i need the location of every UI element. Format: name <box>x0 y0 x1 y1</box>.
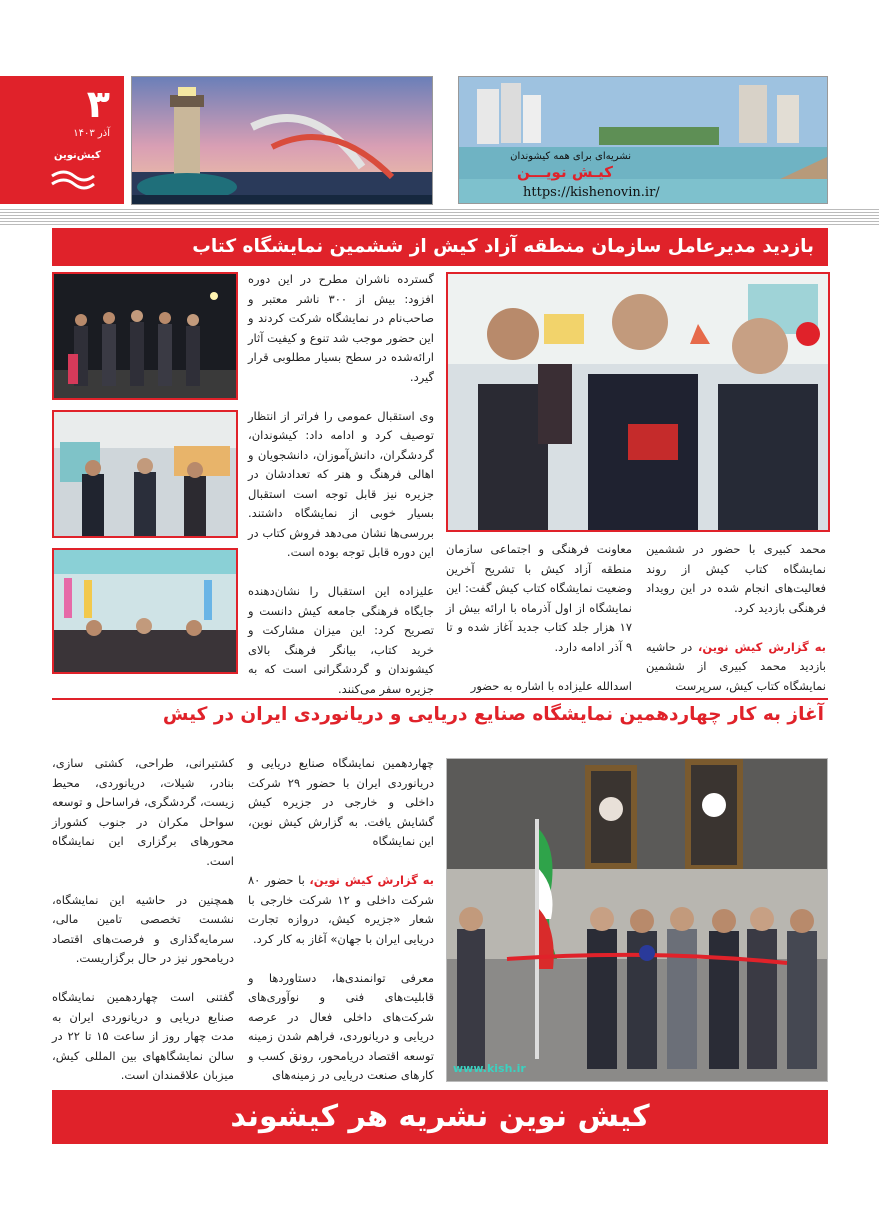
wave-logo-icon <box>50 168 96 190</box>
header-photo-lighthouse <box>131 76 433 205</box>
photo-watermark: www.kish.ir <box>453 1062 526 1075</box>
article1-right-para1: محمد کبیری با حضور در ششمین نمایشگاه کتاب کیش از روند فعالیت‌های انجام شده در این رویداد فرهنگی بازدید کرد. <box>646 542 826 615</box>
brand-name: کیش‌نوین <box>54 150 101 161</box>
article1-right-para2: در حاشیه بازدید محمد کبیری از ششمین نمایشگاه کتاب کیش، سرپرست <box>646 639 826 693</box>
header-divider-pattern <box>0 207 879 225</box>
article2-mid-lead: به گزارش کیش نوین، <box>309 873 435 887</box>
article2-mid-para3: معرفی توانمندی‌ها، دستاوردها و قابلیت‌های فنی و نوآوری‌های شرکت‌های داخلی فعال در عرصه دریایی و دریانوردی، فراهم شدن زمینه توسعه اقتصاد دریامحور، رونق کسب و کارهای صنعت دریایی در زمینه‌های <box>248 970 434 1082</box>
article2-left-para1: کشتیرانی، طراحی، کشتی سازی، بنادر، شیلات، دریانوردی، محیط زیست، گردشگری، فراساحل و توسعه سواحل مکران در جنوب کشوراز محورهای برگزاری این نمایشگاه است. <box>52 756 234 868</box>
article1-main-photo <box>446 272 830 532</box>
article1-left-para3: علیزاده این استقبال را نشان‌دهنده جایگاه فرهنگی جامعه کیش دانست و تصریح کرد: این میزان مشارکت و خرید کتاب، بیانگر فرهنگ بالای کیشوندان و گردشگرانی است که به جزیره سفر می‌کنند. <box>248 584 434 696</box>
article1-right-lead: به گزارش کیش نوین، <box>698 639 826 654</box>
article2-mid-para1: چهاردهمین نمایشگاه صنایع دریایی و دریانوردی ایران با حضور ۲۹ شرکت داخلی و خارجی در جزیره کیش گشایش یافت. به گزارش کیش نوین، این نمایشگاه <box>248 756 435 848</box>
article1-left-para2: وی استقبال عمومی را فراتر از انتظار توصیف کرد و ادامه داد: کیشوندان، گردشگران، دانش‌آموزان، دانشجویان و اهالی فرهنگ و هنر که تعدادشان در جزیره نیز قابل توجه است استقبال بسیار خوبی از نمایشگاه داشتند. بررسی‌ها نشان می‌دهد فروش کتاب در این دوره قابل توجه بوده است. <box>248 408 434 559</box>
issue-date: آذر ۱۴۰۳ <box>73 128 110 139</box>
ad-url[interactable]: https://kishenovin.ir/ <box>523 185 660 200</box>
page-number: ۳ <box>86 82 110 126</box>
article2-divider <box>52 698 828 700</box>
footer-slogan-banner <box>52 1090 828 1144</box>
article2-column-middle <box>248 754 434 1086</box>
article1-mid-para1: معاونت فرهنگی و اجتماعی سازمان منطقه آزاد کیش با تشریح آخرین وضعیت نمایشگاه کتاب کیش گفت: این نمایشگاه از اول آذرماه با ارائه بیش از ۱۷ هزار جلد کتاب جدید آغاز شده و تا ۹ آذر ادامه دارد. <box>446 542 632 654</box>
article2-mid-para2: با حضور ۸۰ شرکت داخلی و ۱۲ شرکت خارجی با شعار «جزیره کیش، دروازه تجارت دریایی ایران با جهان» آغاز به کار کرد. <box>248 873 434 946</box>
article1-mid-para2: اسدالله علیزاده با اشاره به حضور <box>470 678 632 693</box>
article1-left-para1: گسترده ناشران مطرح در این دوره افزود: بیش از ۳۰۰ ناشر معتبر و صاحب‌نام در نمایشگاه شرکت کردند و این حضور موجب شد تنوع و کیفیت آثار ارائه‌شده در سطح بسیار مطلوبی قرار گیرد. <box>248 272 434 384</box>
article2-ribbon-photo <box>446 758 828 1082</box>
article2-left-para2: همچنین در حاشیه این نمایشگاه، نشست تخصصی تامین مالی، سرمایه‌گذاری و فرصت‌های اقتصاد دریامحور نیز در حال برگزاریست. <box>52 892 234 965</box>
article1-photo-book-stand <box>52 548 238 674</box>
ad-brand: کیـش نویـــن <box>517 163 613 181</box>
article1-column-left <box>248 270 434 699</box>
article1-photo-night-visit <box>52 272 238 400</box>
page-number-badge <box>0 76 124 204</box>
article1-title: بازدید مدیرعامل سازمان منطقه آزاد کیش از ششمین نمایشگاه کتاب <box>52 228 828 266</box>
header-ad-banner <box>458 76 828 204</box>
ad-tagline: نشریه‌ای برای همه کیشوندان <box>510 151 631 162</box>
article2-left-para3: گفتنی است چهاردهمین نمایشگاه صنایع دریایی و دریانوردی ایران به مدت چهار روز از ساعت ۱۵ تا ۲۲ در سالن نمایشگاههای بین المللی کیش، میزبان علاقمندان است. <box>52 990 234 1082</box>
footer-slogan: کیش نوین نشریه هر کیشوند <box>230 1099 650 1134</box>
article2-title: آغاز به کار چهاردهمین نمایشگاه صنایع دریایی و دریانوردی ایران در کیش <box>162 704 824 725</box>
article2-column-left <box>52 754 234 1086</box>
article1-column-middle <box>446 540 632 696</box>
article1-column-right <box>646 540 826 696</box>
article1-photo-exhibition-hall <box>52 410 238 538</box>
